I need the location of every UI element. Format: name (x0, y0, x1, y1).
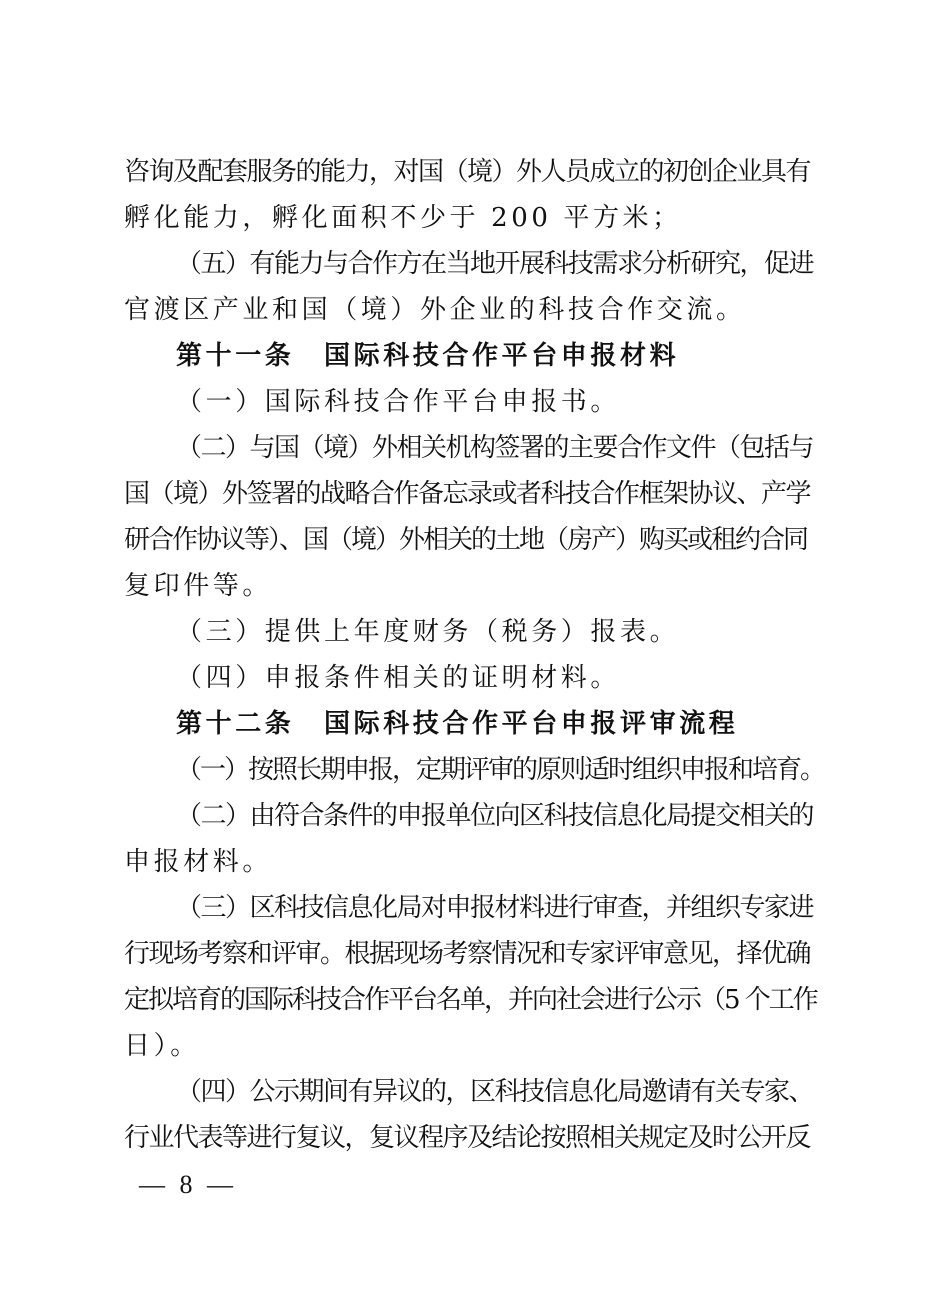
text-line: 行业代表等进行复议，复议程序及结论按照相关规定及时公开反 (124, 1123, 811, 1153)
text-line: （一）按照长期申报，定期评审的原则适时组织申报和培育。 (176, 755, 825, 785)
section-heading: 第十一条 国际科技合作平台申报材料 (176, 341, 680, 371)
page-number: — 8 — (139, 1170, 237, 1199)
text-line: 定拟培育的国际科技合作平台名单，并向社会进行公示（5 个工作 (124, 985, 817, 1015)
text-line: （二）与国（境）外相关机构签署的主要合作文件（包括与 (176, 433, 814, 463)
text-line: （三）提供上年度财务（税务）报表。 (176, 617, 680, 647)
text-line: （二）由符合条件的申报单位向区科技信息化局提交相关的 (176, 801, 814, 831)
text-line: 研合作协议等）、国（境）外相关的土地（房产）购买或租约合同 (124, 525, 808, 555)
text-line: 咨询及配套服务的能力，对国（境）外人员成立的初创企业具有 (124, 157, 811, 187)
section-heading: 第十二条 国际科技合作平台申报评审流程 (176, 709, 739, 739)
text-line: 复印件等。 (124, 571, 273, 601)
text-line: 国（境）外签署的战略合作备忘录或者科技合作框架协议、产学 (124, 479, 811, 509)
text-line: （四）公示期间有异议的，区科技信息化局邀请有关专家、 (176, 1077, 814, 1107)
text-line: 孵化能力，孵化面积不少于 200 平方米； (124, 203, 682, 233)
text-line: （四）申报条件相关的证明材料。 (176, 663, 621, 693)
text-line: 日）。 (124, 1031, 200, 1061)
text-line: （三）区科技信息化局对申报材料进行审查，并组织专家进 (176, 893, 814, 923)
text-line: 行现场考察和评审。根据现场考察情况和专家评审意见，择优确 (124, 939, 811, 969)
text-line: （一）国际科技合作平台申报书。 (176, 387, 621, 417)
text-line: 官渡区产业和国（境）外企业的科技合作交流。 (124, 295, 746, 325)
text-line: （五）有能力与合作方在当地开展科技需求分析研究，促进 (176, 249, 814, 279)
text-line: 申报材料。 (124, 847, 273, 877)
